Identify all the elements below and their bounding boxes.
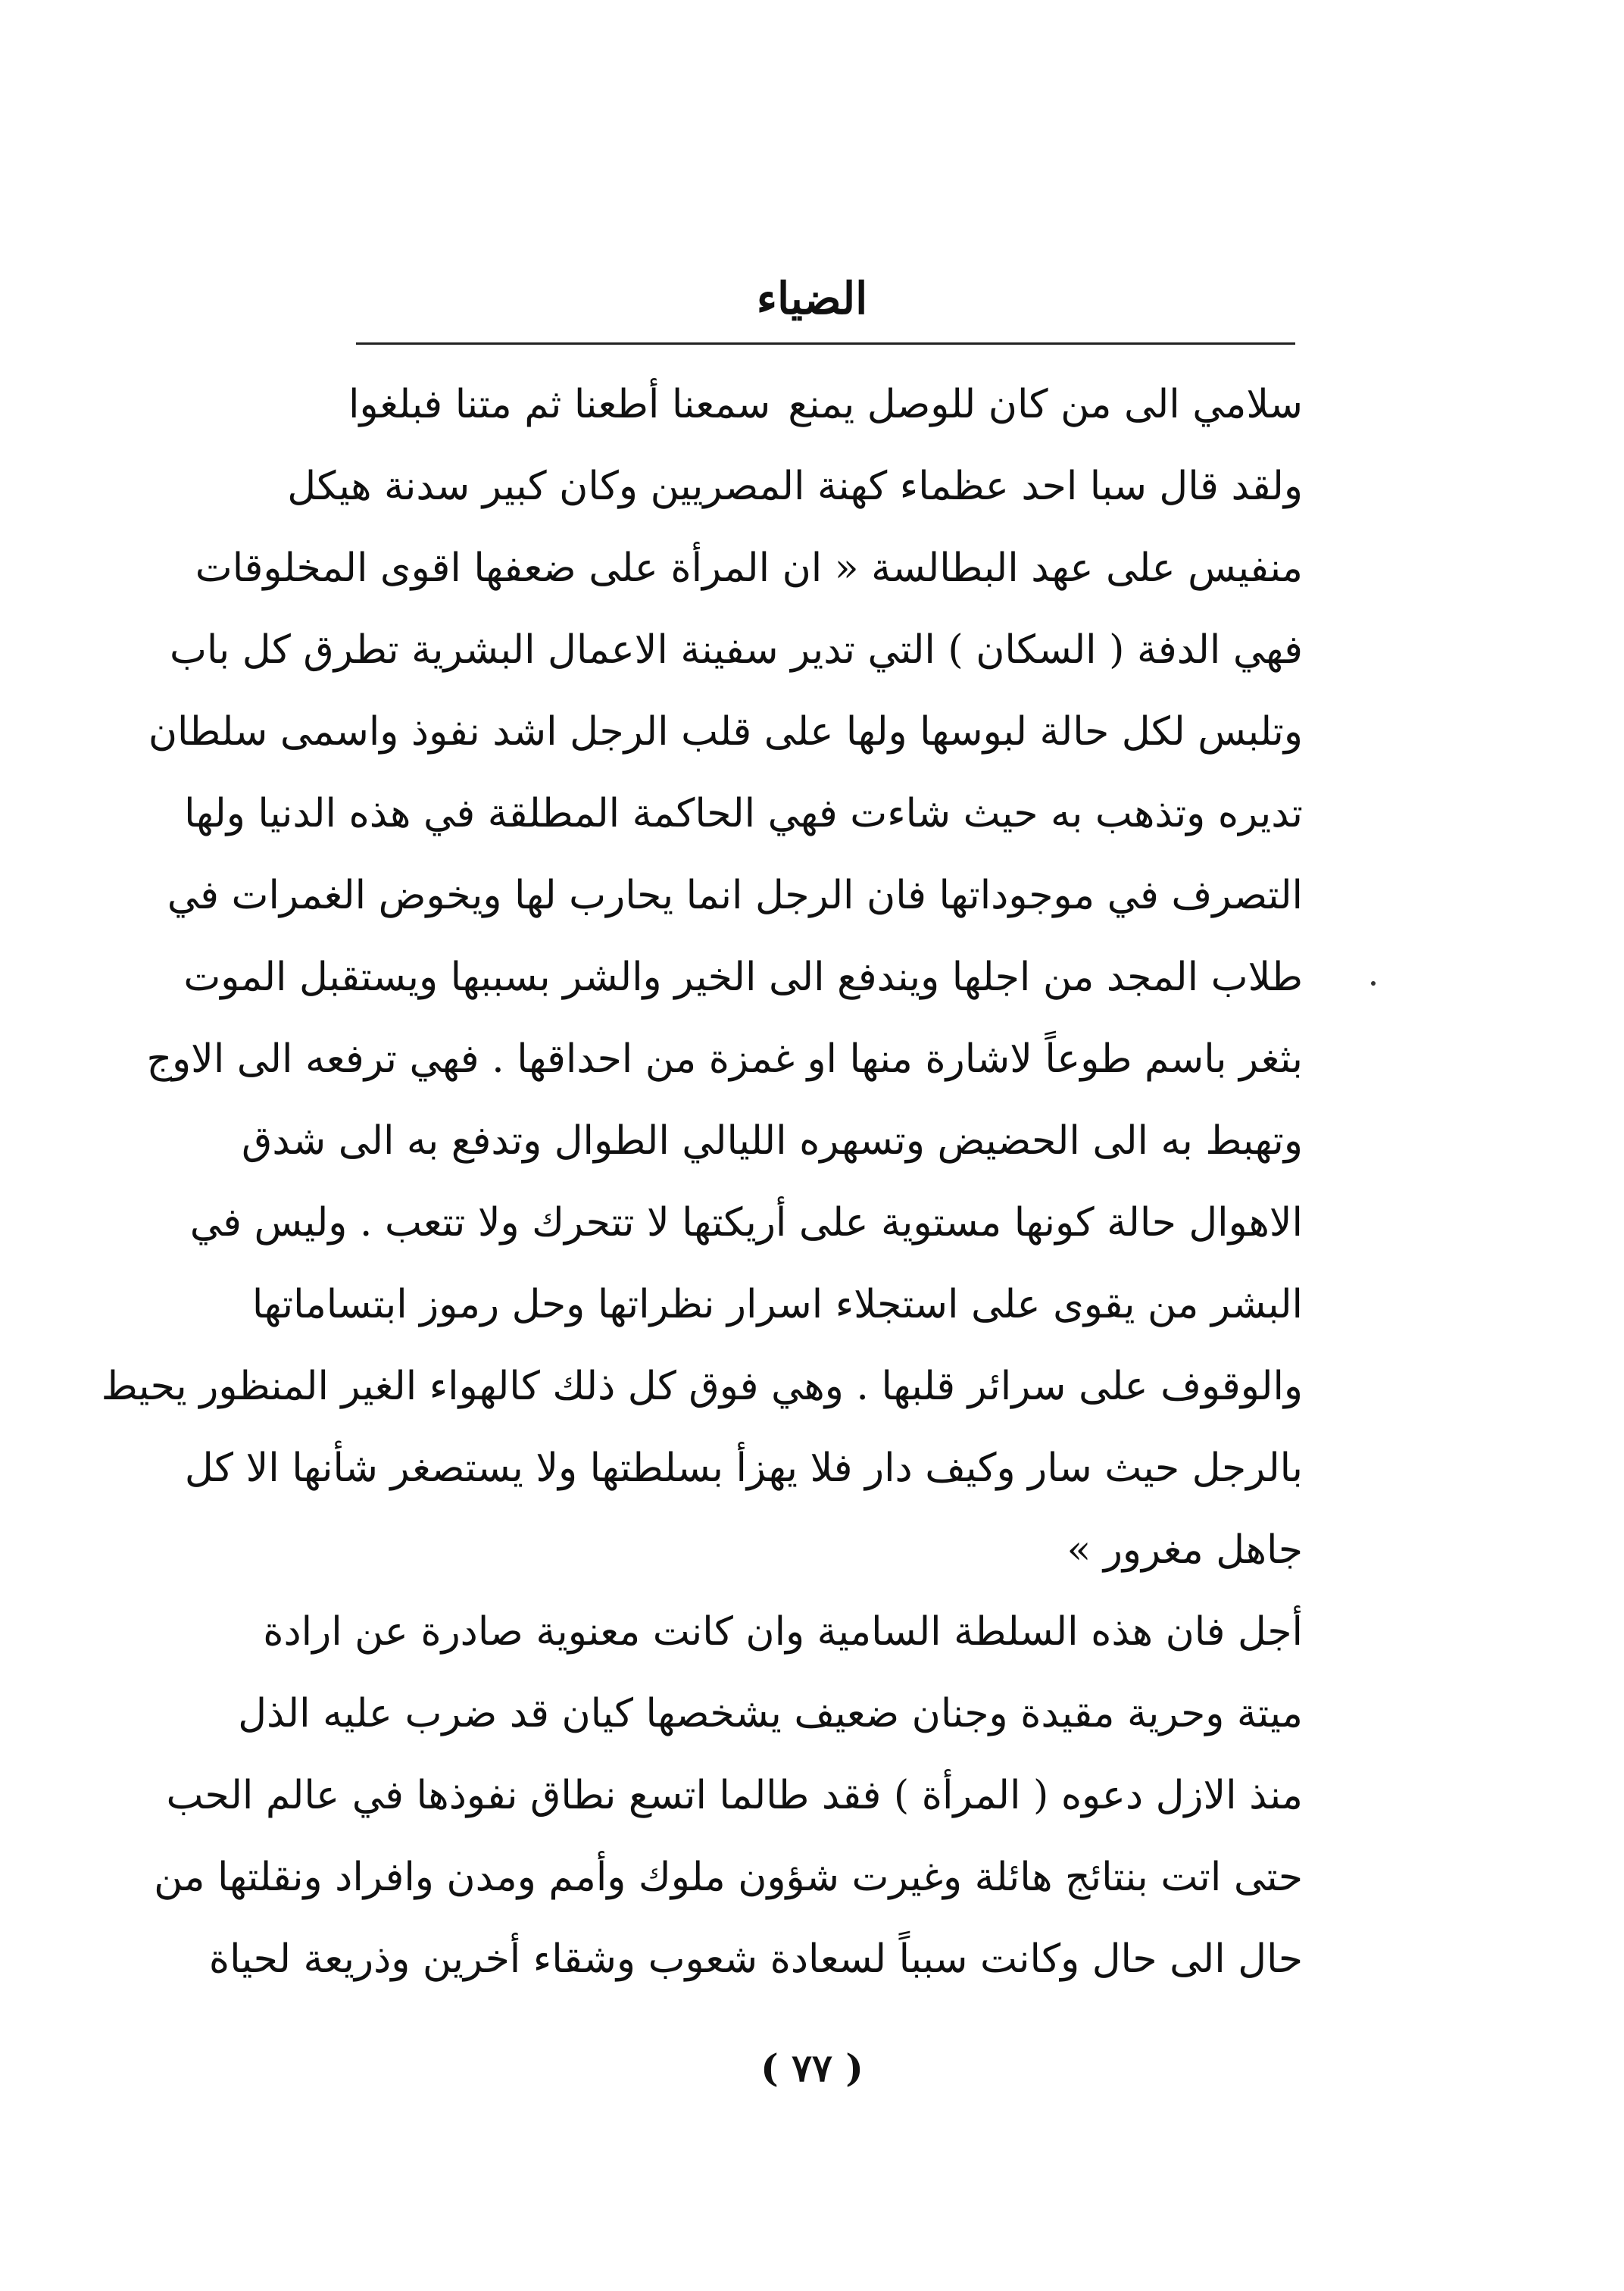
text-line-12: والوقوف على سرائر قلبها . وهي فوق كل ذلك كالهواء الغير المنظور يحيط (101, 1364, 1303, 1409)
scan-speck (1371, 981, 1376, 986)
text-line-6: التصرف في موجوداتها فان الرجل انما يحارب لها ويخوض الغمرات في (167, 873, 1303, 918)
running-head: الضياء (756, 273, 868, 324)
text-line-11: البشر من يقوى على استجلاء اسرار نظراتها وحل رموز ابتساماتها (251, 1282, 1303, 1327)
text-line-17: منذ الازل دعوه ( المرأة ) فقد طالما اتسع نطاق نفوذها في عالم الحب (166, 1773, 1303, 1818)
page-number: ( ٧٧ ) (760, 2046, 864, 2090)
text-line-18: حتى اتت بنتائج هائلة وغيرت شؤون ملوك وأمم ومدن وافراد ونقلتها من (154, 1855, 1303, 1900)
verse-line (348, 364, 1303, 445)
text-line-1: ولقد قال سبا احد عظماء كهنة المصريين وكان كبير سدنة هيكل (287, 464, 1303, 509)
text-line-10: الاهوال حالة كونها مستوية على أريكتها لا تتحرك ولا تتعب . وليس في (189, 1200, 1303, 1246)
text-line-9: وتهبط به الى الحضيض وتسهره الليالي الطوال وتدفع به الى شدق (242, 1118, 1303, 1164)
body-text (101, 364, 1303, 2000)
text-line-14: جاهل مغرور » (1067, 1527, 1303, 1573)
text-line-3: فهي الدفة ( السكان ) التي تدير سفينة الاعمال البشرية تطرق كل باب (169, 627, 1303, 673)
text-line-7: طلاب المجد من اجلها ويندفع الى الخير والشر بسببها ويستقبل الموت (183, 955, 1303, 1000)
verse-first-hemistich: سلامي الى من كان للوصل يمنع (788, 382, 1303, 427)
verse-second-hemistich: سمعنا أطعنا ثم متنا فبلغوا (348, 382, 771, 427)
text-line-19: حال الى حال وكانت سبباً لسعادة شعوب وشقاء أخرين وذريعة لحياة (208, 1936, 1303, 1982)
header-rule (356, 342, 1295, 345)
text-line-15: أجل فان هذه السلطة السامية وان كانت معنوية صادرة عن ارادة (263, 1609, 1303, 1655)
text-line-16: ميتة وحرية مقيدة وجنان ضعيف يشخصها كيان قد ضرب عليه الذل (238, 1691, 1303, 1736)
text-line-2: منفيس على عهد البطالسة « ان المرأة على ضعفها اقوى المخلوقات (195, 545, 1303, 591)
text-line-5: تديره وتذهب به حيث شاءت فهي الحاكمة المطلقة في هذه الدنيا ولها (184, 791, 1303, 836)
text-line-8: بثغر باسم طوعاً لاشارة منها او غمزة من احداقها . فهي ترفعه الى الاوج (146, 1036, 1303, 1082)
text-line-4: وتلبس لكل حالة لبوسها ولها على قلب الرجل اشد نفوذ واسمى سلطان (148, 709, 1303, 755)
text-line-13: بالرجل حيث سار وكيف دار فلا يهزأ بسلطتها ولا يستصغر شأنها الا كل (184, 1446, 1303, 1491)
